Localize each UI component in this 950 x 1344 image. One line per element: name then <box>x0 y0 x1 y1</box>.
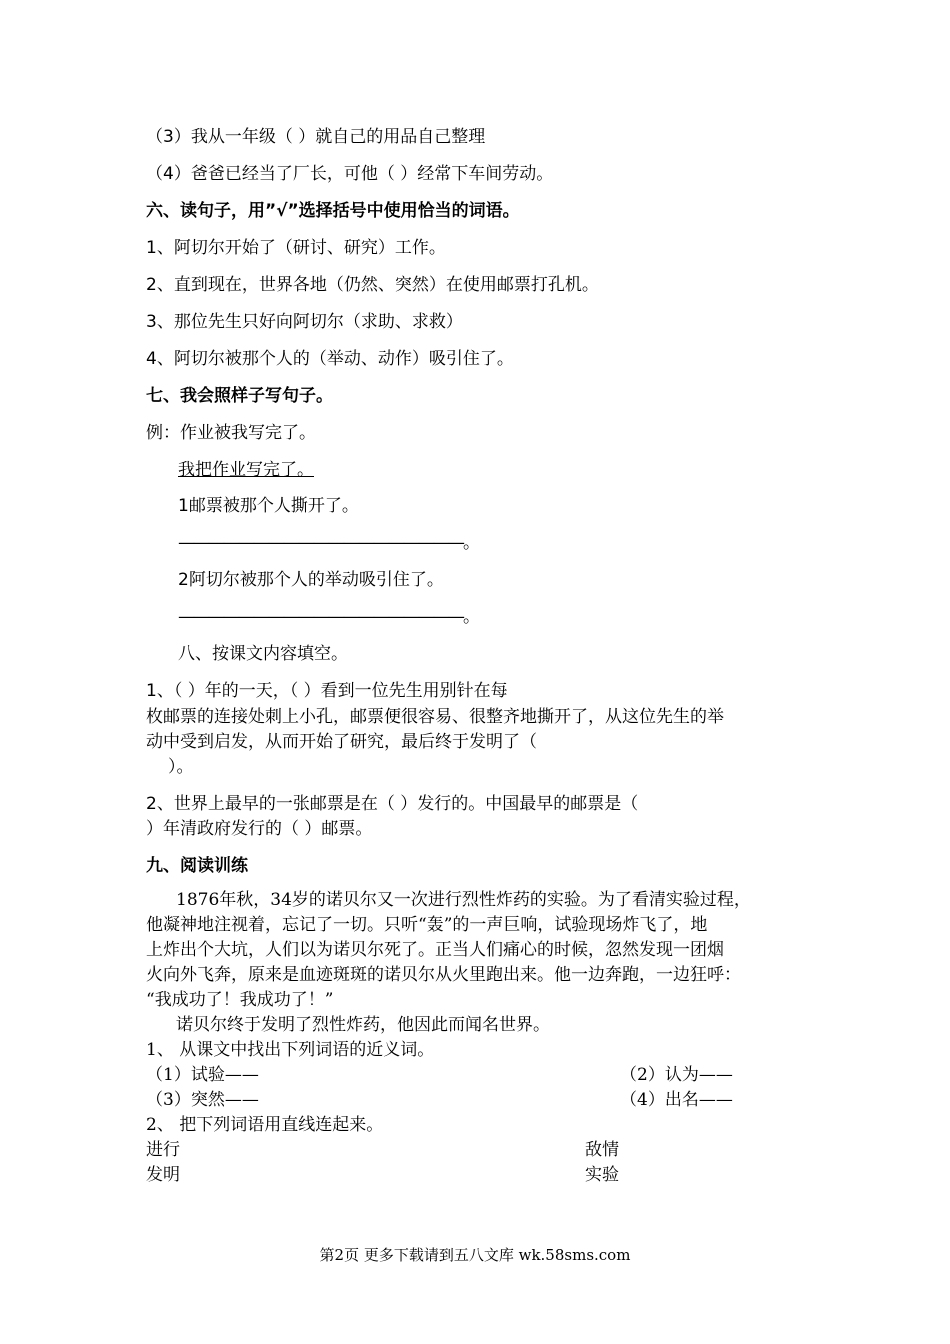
section-6-title: 六、读句子，用”√”选择括号中使用恰当的词语。 <box>146 201 520 221</box>
section-9-question-2: 2、 把下列词语用直线连起来。 <box>146 1115 384 1135</box>
section-9-title: 九、阅读训练 <box>146 856 248 876</box>
match-right-2: 实验 <box>585 1165 619 1185</box>
section-7-item-2-blank: ———————————————————。 <box>178 607 478 627</box>
section-9-question-1: 1、 从课文中找出下列词语的近义词。 <box>146 1040 435 1060</box>
section-8-item-1-line-2: 枚邮票的连接处刺上小孔，邮票便很容易、很整齐地撕开了，从这位先生的举 <box>146 707 724 727</box>
section-8-title: 八、按课文内容填空。 <box>178 644 348 664</box>
section-6-item-2: 2、直到现在，世界各地（仍然、突然）在使用邮票打孔机。 <box>146 275 599 295</box>
match-left-1: 进行 <box>146 1140 180 1160</box>
section-8-item-2-line-2: ）年清政府发行的（ ）邮票。 <box>146 819 373 839</box>
passage-line-5: “我成功了！我成功了！” <box>146 990 334 1010</box>
match-right-1: 敌情 <box>585 1140 619 1160</box>
section-7-item-1: 1邮票被那个人撕开了。 <box>178 496 359 516</box>
passage-paragraph-2: 诺贝尔终于发明了烈性炸药，他因此而闻名世界。 <box>176 1015 550 1035</box>
section-7-example-answer: 我把作业写完了。 <box>178 460 314 480</box>
section-8-item-2-line-1: 2、世界上最早的一张邮票是在（ ）发行的。中国最早的邮票是（ <box>146 794 639 814</box>
passage-line-3: 上炸出个大坑，人们以为诺贝尔死了。正当人们痛心的时候，忽然发现一团烟 <box>146 940 724 960</box>
passage-line-4: 火向外飞奔，原来是血迹斑斑的诺贝尔从火里跑出来。他一边奔跑，一边狂呼： <box>146 965 741 985</box>
synonym-item-4: （4）出名—— <box>620 1090 733 1110</box>
section-8-item-1-line-4: ）。 <box>168 757 194 777</box>
section-6-item-3: 3、那位先生只好向阿切尔（求助、求救） <box>146 312 463 332</box>
section-7-item-2: 2阿切尔被那个人的举动吸引住了。 <box>178 570 444 590</box>
synonym-item-3: （3）突然—— <box>146 1090 259 1110</box>
passage-line-1: 1876年秋，34岁的诺贝尔又一次进行烈性炸药的实验。为了看清实验过程， <box>176 890 751 910</box>
q5-item-4: （4）爸爸已经当了厂长，可他（ ）经常下车间劳动。 <box>146 164 554 184</box>
section-6-item-1: 1、阿切尔开始了（研讨、研究）工作。 <box>146 238 446 258</box>
match-left-2: 发明 <box>146 1165 180 1185</box>
synonym-item-2: （2）认为—— <box>620 1065 733 1085</box>
passage-line-2: 他凝神地注视着，忘记了一切。只听“轰”的一声巨响，试验现场炸飞了，地 <box>146 915 708 935</box>
page-footer: 第2页 更多下载请到五八文库 wk.58sms.com <box>319 1246 631 1264</box>
section-7-item-1-blank: ———————————————————。 <box>178 533 478 553</box>
section-6-item-4: 4、阿切尔被那个人的（举动、动作）吸引住了。 <box>146 349 514 369</box>
section-7-title: 七、我会照样子写句子。 <box>146 386 333 406</box>
section-8-item-1-line-3: 动中受到启发，从而开始了研究，最后终于发明了（ <box>146 732 537 752</box>
synonym-item-1: （1）试验—— <box>146 1065 259 1085</box>
section-7-example: 例：作业被我写完了。 <box>146 423 316 443</box>
q5-item-3: （3）我从一年级（ ）就自己的用品自己整理 <box>146 127 486 147</box>
section-8-item-1-line-1: 1、（ ）年的一天，（ ）看到一位先生用别针在每 <box>146 681 508 701</box>
